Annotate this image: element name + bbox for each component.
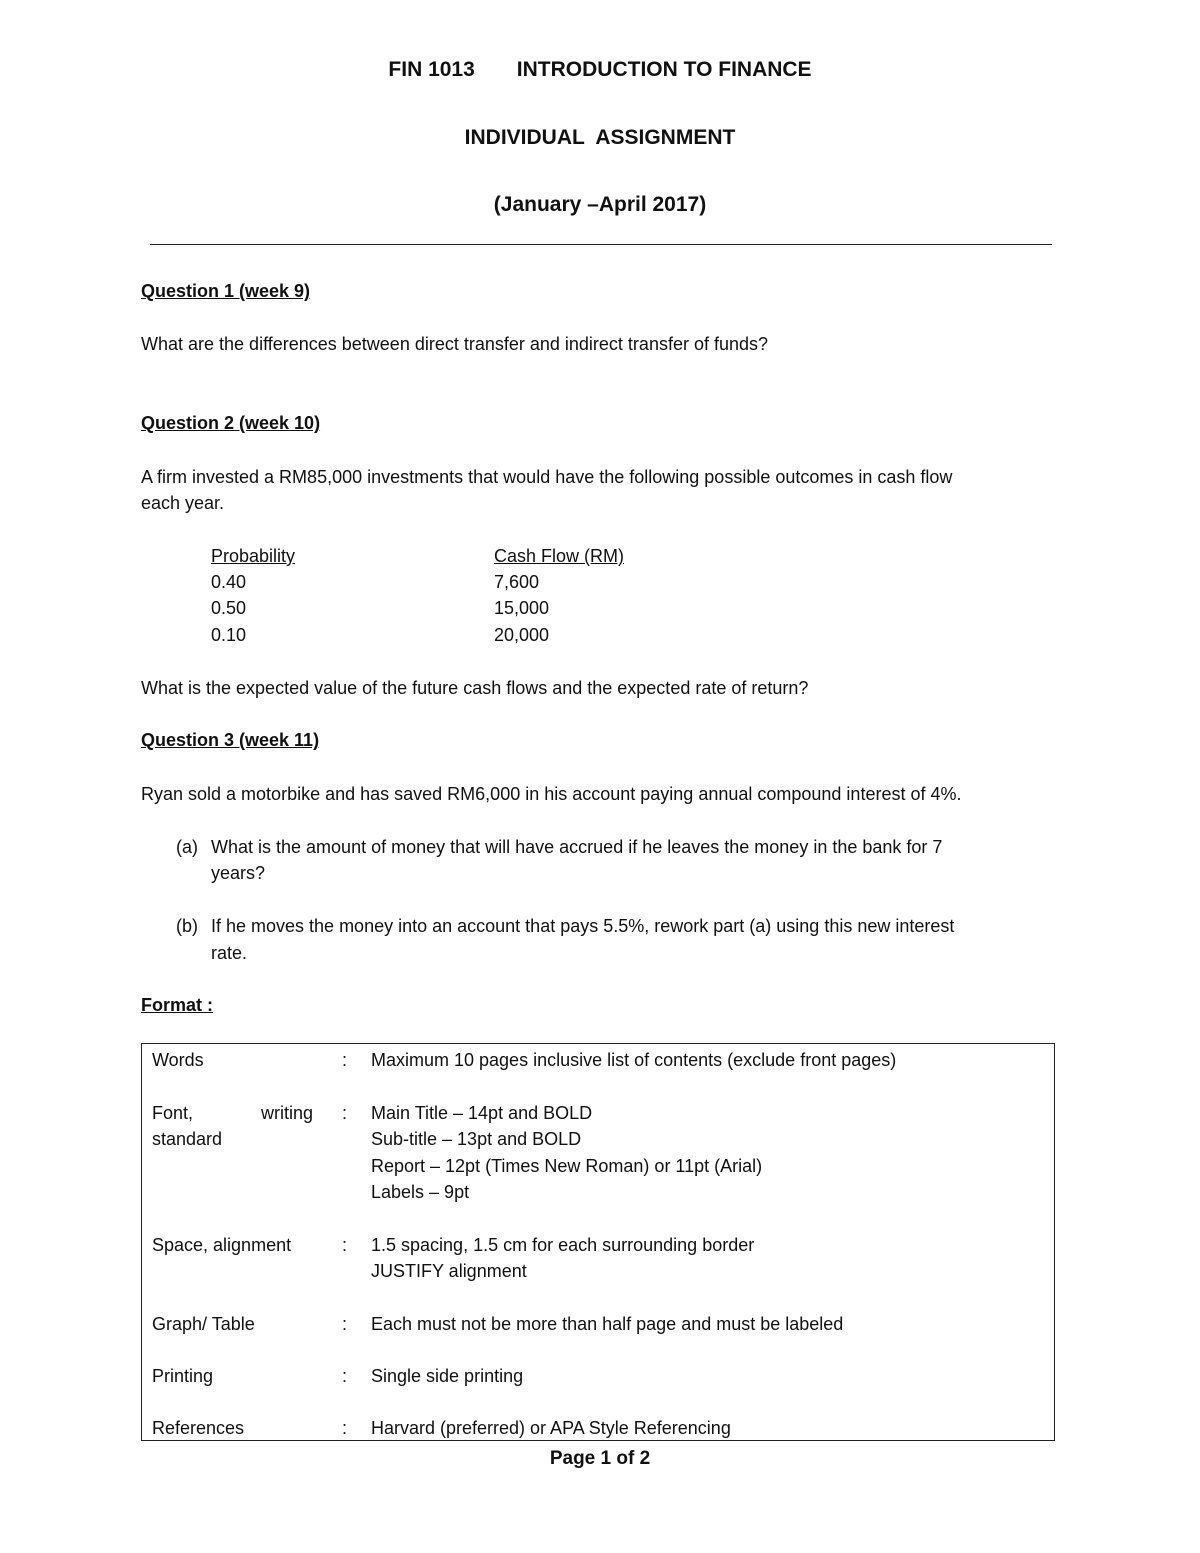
cash-flow-header: Cash Flow (RM) [494, 546, 625, 566]
question-2-text-line-1: A firm invested a RM85,000 investments that would have the following possible outcomes in cash flow [141, 467, 953, 487]
assignment-type: INDIVIDUAL ASSIGNMENT [464, 126, 736, 149]
probability-cell: 0.40 [211, 572, 247, 592]
format-label-standard: standard [152, 1129, 223, 1149]
course-name: INTRODUCTION TO FINANCE [516, 58, 812, 81]
format-value-printing: Single side printing [371, 1366, 524, 1386]
part-a-text-line-1: What is the amount of money that will have accrued if he leaves the money in the bank for 7 [211, 837, 943, 857]
part-b-text-line-1: If he moves the money into an account that pays 5.5%, rework part (a) using this new interest [211, 916, 955, 936]
format-separator: : [342, 1050, 348, 1070]
cash-flow-cell: 15,000 [494, 598, 550, 618]
cash-flow-cell: 20,000 [494, 625, 550, 645]
format-label-font: Font, [152, 1103, 194, 1123]
format-label-words: Words [152, 1050, 204, 1070]
format-separator: : [342, 1314, 348, 1334]
course-code: FIN 1013 [388, 58, 475, 81]
format-value-graph: Each must not be more than half page and must be labeled [371, 1314, 844, 1334]
format-value-alignment: JUSTIFY alignment [371, 1261, 527, 1281]
format-separator: : [342, 1418, 348, 1438]
header-divider [150, 244, 1052, 245]
format-value-spacing: 1.5 spacing, 1.5 cm for each surrounding border [371, 1235, 755, 1255]
question-3-text: Ryan sold a motorbike and has saved RM6,000 in his account paying annual compound interest of 4%. [141, 784, 962, 804]
part-b-text-line-2: rate. [211, 943, 248, 963]
question-2-followup: What is the expected value of the future cash flows and the expected rate of return? [141, 678, 809, 698]
probability-header: Probability [211, 546, 296, 566]
part-a-text-line-2: years? [211, 863, 266, 883]
session-dates: (January –April 2017) [493, 193, 707, 216]
probability-cell: 0.50 [211, 598, 247, 618]
format-label-writing: writing [261, 1103, 314, 1123]
format-table [141, 1043, 1055, 1441]
probability-cell: 0.10 [211, 625, 247, 645]
format-separator: : [342, 1366, 348, 1386]
format-label-printing: Printing [152, 1366, 214, 1386]
part-b-label: (b) [176, 916, 198, 936]
format-label-references: References [152, 1418, 245, 1438]
format-heading: Format : [141, 995, 213, 1015]
question-1-text: What are the differences between direct transfer and indirect transfer of funds? [141, 334, 769, 354]
course-title-line [0, 58, 1200, 82]
part-a-label: (a) [176, 837, 198, 857]
question-2-text-line-2: each year. [141, 493, 225, 513]
page-number: Page 1 of 2 [549, 1448, 651, 1469]
question-3-heading: Question 3 (week 11) [141, 730, 320, 750]
format-value-report: Report – 12pt (Times New Roman) or 11pt (Arial) [371, 1156, 763, 1176]
format-separator: : [342, 1235, 348, 1255]
format-value-words: Maximum 10 pages inclusive list of contents (exclude front pages) [371, 1050, 897, 1070]
format-label-graph: Graph/ Table [152, 1314, 255, 1334]
format-separator: : [342, 1103, 348, 1123]
format-value-sub-title: Sub-title – 13pt and BOLD [371, 1129, 582, 1149]
format-label-space: Space, alignment [152, 1235, 292, 1255]
question-1-heading: Question 1 (week 9) [141, 281, 311, 301]
cash-flow-cell: 7,600 [494, 572, 540, 592]
question-2-heading: Question 2 (week 10) [141, 413, 321, 433]
format-value-references: Harvard (preferred) or APA Style Referencing [371, 1418, 731, 1438]
format-value-labels: Labels – 9pt [371, 1182, 470, 1202]
format-value-main-title: Main Title – 14pt and BOLD [371, 1103, 593, 1123]
